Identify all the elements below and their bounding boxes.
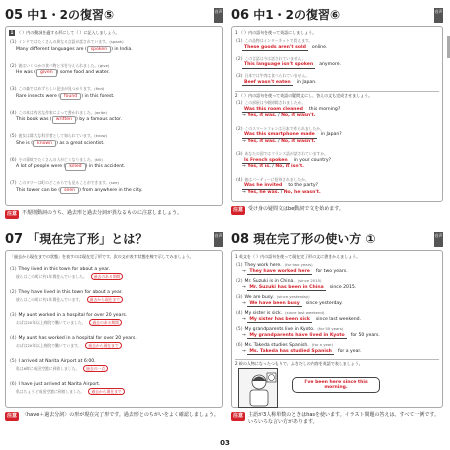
answer: Mr. Suzuki has been in China [249,284,324,290]
note [5,210,223,219]
answer-box: killed [65,163,85,171]
japanese-prompt: 彼はいくつかの食べ物と水を与えられました。(give) [18,62,110,68]
hint: (for two years) [284,262,313,267]
no-answer: No, he wasn't. [283,189,321,195]
note-text: 受け身の疑問文はbe動詞で文を始めます。 [248,206,344,212]
answer-line: → Ms. Takeda has studied Spanish for a year. [242,348,362,354]
japanese-prompt: この部屋は今朝掃除されましたか。 [244,100,306,105]
question-line: Was this room cleaned this morning? [244,106,341,112]
section-title: 06 中1・2の復習⑥ [231,8,341,23]
japanese-prompt: この品物はインターネットで買えます。 [244,38,313,43]
item-number: (6) [10,157,17,163]
answer-line: → My grandparents have lived in Kyoto for 50 years. [242,332,380,338]
item-number: (3) [10,87,17,92]
translation-line [16,273,218,281]
item-number: (6) [10,382,17,387]
english-sentence: Ms. Takeda studies Spanish. [244,343,309,348]
question-item [236,342,438,355]
question-line: Was this smartphone made in Japan? [244,132,342,137]
instruction-1: 1 英文を（ ）内の語句を使って現在完了形の文に書きかえましょう。 [235,254,361,259]
question-item [10,336,218,349]
item-number: (5) [10,134,17,139]
section-title: 08 現在完了形の使い方 ① [231,232,376,247]
question-item [10,180,218,194]
yes-answer: Yes, it was. [247,113,277,118]
timeline-tag: 過去のある期間 [89,319,122,327]
answer: Was this smartphone made [244,132,315,137]
item-number: (4) [236,311,243,316]
question-item [10,133,218,147]
item-number: (1) [10,267,17,272]
question-item [10,39,218,53]
english-sentence: My grandparents live in Kyoto. [244,327,315,332]
answer: My grandparents have lived in Kyoto [249,332,345,338]
japanese-translation: 彼らはこの町に約1年間住んでいました。 [16,273,87,279]
note [231,412,443,425]
item-number: (3) [10,313,17,318]
note-tag: 注意 [233,207,244,213]
english-sentence: My sister is sick. [244,311,283,316]
item-number: (2) [10,290,17,295]
question-item [10,86,218,100]
item-number: (2) [236,126,243,132]
question-line: Is French spoken in your country? [244,157,332,163]
section-title: 05 中1・2の復習⑤ [5,8,115,23]
answer-line: → Mr. Suzuki has been in China since 2015. [242,284,357,290]
answer-box: known [33,140,56,148]
japanese-prompt: その事故でたくさんの人が亡くなりました。(kill) [18,156,103,162]
item-number: (3) [236,152,243,157]
question-line: Was he invited to the party? [244,183,318,188]
section-title: 07 「現在完了形」とは？ [5,232,148,247]
note-text: 〈have＋過去分詞〉の形が現在完了形です。過去形とのちがいをよく確認しましょう。 [22,412,219,418]
audio-badge: 音声 [434,8,443,23]
item-number: (3) [236,295,243,300]
english-sentence: A lot of people were ( killed ) in this accident. [16,164,126,169]
english-sentence: I arrived at Narita Airport at 6:00. [18,359,96,364]
person-illustration [238,368,278,408]
timeline-tag: 過去から現在まで [85,342,121,350]
translation-line [16,342,218,350]
japanese-prompt: この森ではめずらしい昆虫が見つかります。(find) [18,86,105,91]
answer-line: → Yes, it is. / No, it isn't. [242,164,304,169]
question-item [236,38,438,51]
question-item [10,290,218,303]
item-number: (4) [10,110,17,116]
audio-badge: 音声 [434,232,443,247]
question-item [236,262,438,275]
exercise-card [5,250,223,408]
section-05 [5,8,223,230]
question-item [236,310,438,323]
no-answer: No, it wasn't. [281,113,316,118]
answer-line: → Yes, it was. / No, it wasn't. [242,113,316,118]
answer: Is French spoken [244,157,288,163]
japanese-prompt: この言語は今は話されていません。 [244,55,306,61]
exercise-card [231,250,443,408]
note-tag: 注意 [7,211,18,217]
english-sentence: I have just arrived at Narita Airport. [18,382,101,387]
answer-box: seen [60,187,79,195]
question-item [236,326,438,339]
speech-bubble: I've been here since this morning. [292,377,380,393]
item-number: (4) [10,336,17,341]
question-item [236,73,438,86]
item-number: (4) [236,177,243,183]
hint: (since yesterday) [276,294,310,299]
question-item [10,157,218,171]
question-item [236,294,438,307]
english-sentence: My aunt worked in a hospital for over 20 years. [18,313,128,318]
translation-line [16,296,218,304]
question-item [10,63,218,77]
note-tag: 注意 [7,413,18,419]
hint: (since last weekend) [285,310,325,315]
japanese-prompt: 彼はパーティーに招待されましたか。 [244,176,309,182]
english-sentence: My aunt has worked in a hospital for over 20 years. [18,336,137,341]
timeline-tag: 過去の一点 [83,365,108,373]
item-number: (2) [10,63,17,69]
item-number: (2) [236,56,243,62]
question-item [236,177,438,196]
item-number: (5) [236,327,243,332]
answer: Was this room cleaned [244,106,303,112]
note-tag: 注意 [233,413,244,419]
japanese-translation: 彼らはこの町に約1年間住んでいます。 [16,296,83,302]
question-item [236,126,438,145]
translation-line [16,365,218,373]
section-08 [231,232,443,437]
answer-box: given [36,69,57,77]
japanese-translation: 私はちょうど成田空港に到着しました。 [16,388,85,394]
answer-box: spoken [87,46,111,54]
item-number: (1) [10,40,17,45]
hint: (since 2015) [297,278,322,283]
item-number: (3) [236,74,243,79]
answer: Ms. Takeda has studied Spanish [249,348,332,354]
answer: This language isn't spoken [244,62,314,67]
english-sentence: He was ( given ) some food and water. [16,70,110,75]
answer: They have worked here [249,268,310,274]
question-item [236,100,438,119]
answer: These goods aren't sold [244,44,306,50]
answer: Was he invited [244,183,283,188]
item-number: (1) [236,39,243,44]
english-sentence: Mr. Suzuki is in China. [244,279,295,284]
answer: My sister has been sick [249,316,310,322]
japanese-translation: おばは20年以上病院で働いています。 [16,342,82,348]
audio-badge: 音声 [214,232,223,247]
hint: (for a year) [311,342,334,347]
japanese-prompt: この本は有名な作家によって書かれました。(write) [18,109,107,115]
instruction: 1 （ ）内の動詞を適する形にして（ ）に記入しましょう。 [10,30,120,35]
audio-badge: 音声 [214,8,223,23]
question-item [10,359,218,372]
section-06 [231,8,443,230]
translation-line [16,319,218,327]
answer-line: → Yes, it was. / No, it wasn't. [242,138,316,144]
no-answer: No, it isn't. [275,164,304,169]
english-sentence: This tower can be ( seen ) from anywhere in the city. [16,187,143,193]
english-sentence: They work here. [244,263,282,268]
question-item [10,110,218,124]
question-item [10,267,218,280]
instruction-1: 1 （ ）内の語句を使って英語にしましょう。 [235,30,317,35]
question-item [236,56,438,69]
english-sentence: They lived in this town for about a year. [18,267,110,272]
item-number: (1) [236,101,243,106]
japanese-prompt: インドではたくさんの異なる言語が話されています。(speak) [18,39,124,44]
question-item [10,382,218,395]
japanese-prompt: 彼女は偉大な科学者として知られています。(know) [18,133,108,138]
translation-line [16,388,218,396]
english-sentence: They have lived in this town for about a year. [18,290,123,295]
japanese-prompt: あなたの国ではフランス語が話されていますか。 [244,151,328,156]
timeline-tag: 過去から現在まで [87,296,123,304]
answer-line: → My sister has been sick since last weekend. [242,316,362,322]
english-sentence: She is ( known ) as a great scientist. [16,140,105,146]
japanese-translation: 私は6時に成田空港に到着しました。 [16,365,80,371]
timeline-tag: 過去のある期間 [91,273,124,281]
answer-line: → Yes, he was. / No, he wasn't. [242,189,321,195]
question-item [236,151,438,170]
hint: (for 50 years) [317,326,344,331]
answer-line: Beef wasn't eaten in Japan. [244,79,317,85]
yes-answer: Yes, it was. [247,138,277,144]
note-text: 不規則動詞のうち、過去形と過去分詞が異なるものに注意しましょう。 [22,210,183,216]
yes-answer: Yes, he was. [247,189,280,195]
answer-line: → They have worked here for two years. [242,268,348,274]
intro-text: 「過去から現在までの状態」を表すのは現在完了形です。次の文が表す状態を線で示してみましょう。 [10,254,194,259]
exercise-card [5,26,223,206]
section-07 [5,232,223,437]
note [5,412,223,421]
timeline-tag: 過去から現在まで [88,388,124,396]
note [231,206,443,215]
no-answer: No, it wasn't. [281,138,316,144]
answer: We have been busy [249,300,300,306]
page-number: 03 [220,439,230,447]
answer-line: → We have been busy since yesterday. [242,300,343,306]
instruction-2: 2 絵の人物になったつもりで、ふきだしの内容を英語で表しましょう。 [235,361,363,366]
note-text: 主語が3人称単数のときはhasを使います。イラスト問題の答えは、すべて一例です。いろいろな言い方があります。 [248,412,439,425]
english-sentence: Rare insects were ( found ) in this forest. [16,93,115,99]
japanese-prompt: このスマートフォンは日本で作られましたか。 [244,125,324,131]
item-number: (2) [236,279,243,284]
answer-box: written [52,116,76,124]
answer-line: These goods aren't sold online. [244,44,328,50]
answer: Beef wasn't eaten [244,79,291,85]
item-number: (1) [236,263,243,268]
exercise-card [231,26,443,202]
japanese-prompt: 日本では牛肉は食べられていません。 [244,73,310,78]
japanese-translation: おばは20年以上病院で働いていました。 [16,319,86,325]
question-item [10,313,218,326]
question-item [236,278,438,291]
item-number: (6) [236,343,243,348]
item-number: (5) [10,359,17,364]
answer-box: found [60,93,81,101]
english-sentence: We are busy. [244,295,274,300]
yes-answer: Yes, it is. [247,164,271,169]
japanese-prompt: このタワーは町のどこからでも見ることができます。(see) [18,180,119,185]
answer-line: This language isn't spoken anymore. [244,62,342,67]
item-number: (7) [10,181,17,186]
english-sentence: Many different languages are ( spoken ) in India. [16,46,133,52]
instruction-2: 2 （ ）内の語句を使って英語の疑問文にし、答えの文も完成させましょう。 [235,93,373,98]
english-sentence: This book was ( written ) by a famous actor. [16,117,122,122]
